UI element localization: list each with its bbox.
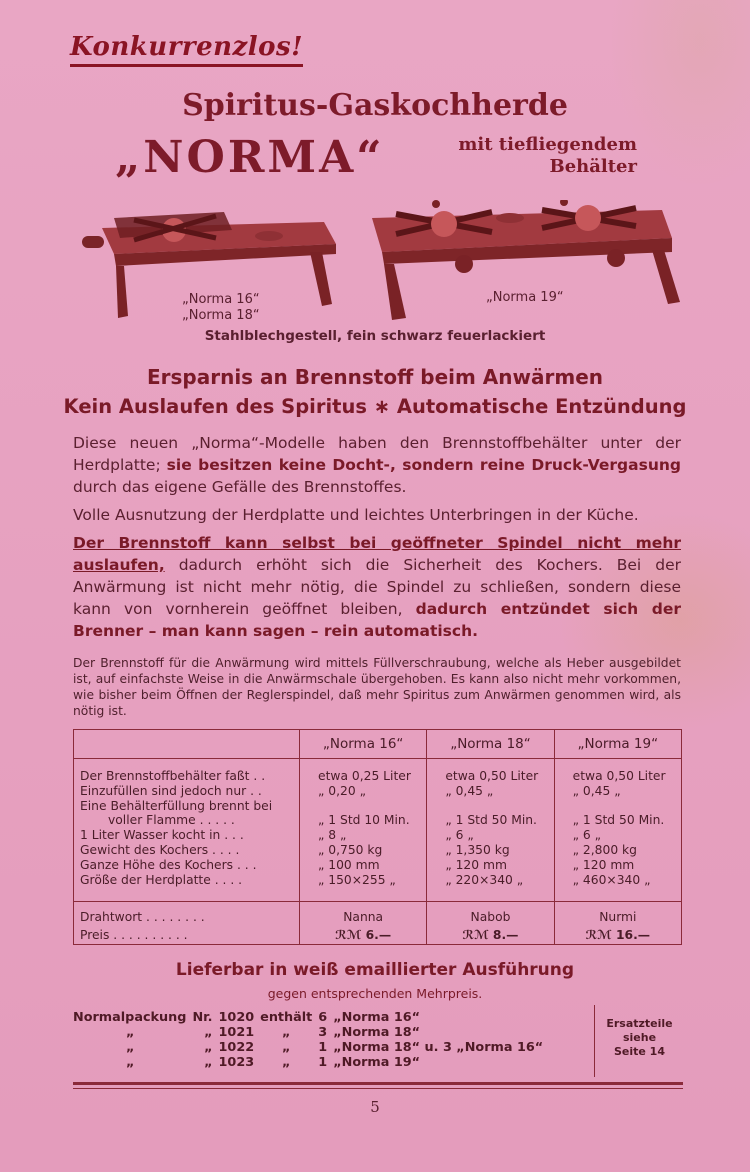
spec-values-norma-19 (554, 759, 681, 902)
spec-values-norma-16 (300, 759, 427, 902)
paragraph-1-a: Diese neuen „Norma“-Modelle haben den Brennstoffbehälter unter der Herdplatte; (73, 434, 681, 474)
drahtwort-norma-19: Nurmi (599, 910, 637, 924)
caption-norma-16: „Norma 16“ (182, 292, 260, 307)
packing-ditto: „ (126, 1040, 135, 1055)
packing-a: „ (204, 1025, 213, 1040)
paragraph-1-b: sie besitzen keine Docht-, sondern reine Druck-Vergasung (166, 456, 681, 474)
paragraph-1-c: durch das eigene Gefälle des Brennstoffes. (73, 478, 407, 496)
title-line-1: Spiritus-Gaskochherde (182, 88, 568, 123)
spec-label: Ganze Höhe des Kochers . . . (80, 857, 257, 872)
spec-value: „ 2,800 kg (572, 842, 637, 857)
drahtwort-norma-18: Nabob (470, 910, 511, 924)
price-norma-19 (554, 902, 681, 945)
paragraph-3-c: dadurch entzündet sich der Brenner – man kann sagen – rein automatisch. (73, 600, 681, 640)
spare-parts-line-3: Seite 14 (613, 1045, 665, 1058)
spec-value: „ 0,20 „ (318, 783, 366, 798)
spec-value: „ 1 Std 10 Min. (318, 813, 410, 828)
packing-row (70, 1025, 546, 1040)
spec-label: voller Flamme . . . . . (108, 813, 235, 828)
packing-desc: „Norma 19“ (333, 1055, 421, 1070)
headline-2: Kein Auslaufen des Spiritus ∗ Automatische Entzündung (63, 395, 687, 418)
spec-value: etwa 0,50 Liter (572, 769, 666, 783)
page-number: 5 (370, 1098, 380, 1116)
spec-table (73, 729, 682, 945)
drahtwort-label: Drahtwort . . . . . . . . (80, 910, 205, 924)
spec-value: „ 0,45 „ (572, 783, 621, 798)
preis-norma-18: ℛℳ 8.— (462, 928, 519, 942)
spec-label: Gewicht des Kochers . . . . (80, 842, 240, 857)
packing-desc: „Norma 18“ u. 3 „Norma 16“ (333, 1040, 544, 1055)
paragraph-1 (73, 432, 681, 498)
packing-qty: 1 (318, 1055, 328, 1070)
spec-header-norma-19: „Norma 19“ (554, 730, 681, 759)
spec-header-row (74, 730, 682, 759)
packing-b: „ (282, 1055, 291, 1070)
packing-table (70, 1010, 546, 1070)
spec-value: „ 120 mm (572, 857, 635, 872)
paragraph-3 (73, 532, 681, 642)
spec-values-row (74, 759, 682, 902)
spec-value: „ 8 „ (318, 828, 347, 843)
spec-label: 1 Liter Wasser kocht in . . . (80, 828, 244, 843)
packing-nr: 1023 (218, 1055, 255, 1070)
spec-value (573, 799, 675, 814)
packing-b: „ (282, 1025, 291, 1040)
spec-value: „ 1 Std 50 Min. (572, 813, 665, 828)
tagline: Konkurrenzlos! (70, 32, 303, 67)
drahtwort-norma-16: Nanna (343, 910, 384, 924)
spec-value: „ 6 „ (572, 828, 602, 843)
packing-row (70, 1055, 546, 1070)
spec-label: Einzufüllen sind jedoch nur . . (80, 783, 262, 798)
paragraph-2: Volle Ausnutzung der Herdplatte und leichtes Unterbringen in der Küche. (73, 506, 639, 524)
packing-qty: 6 (318, 1010, 328, 1025)
spec-header-norma-16: „Norma 16“ (300, 730, 427, 759)
spec-value: etwa 0,25 Liter (318, 769, 411, 783)
preis-norma-19: ℛℳ 16.— (585, 928, 651, 942)
spec-header-empty (74, 730, 300, 759)
spec-label: Der Brennstoffbehälter faßt . . (80, 769, 266, 783)
delivery-line-1: Lieferbar in weiß emaillierter Ausführung (175, 960, 575, 980)
spec-value: etwa 0,50 Liter (445, 769, 539, 783)
price-norma-16 (300, 902, 427, 945)
packing-qty: 3 (318, 1025, 328, 1040)
title-suffix-line-1: mit tiefliegendem (458, 134, 637, 155)
title-suffix (437, 134, 637, 178)
spec-value: „ 1 Std 50 Min. (445, 813, 537, 828)
spec-price-row (74, 902, 682, 945)
packing-b: enthält (260, 1010, 313, 1025)
spare-parts-line-2: siehe (622, 1031, 657, 1044)
spec-value: „ 0,750 kg (318, 842, 383, 857)
packing-b: „ (282, 1040, 291, 1055)
spec-label: Eine Behälterfüllung brennt bei (80, 798, 273, 813)
finish-caption: Stahlblechgestell, fein schwarz feuerlackiert (204, 328, 546, 344)
headline-1: Ersparnis an Brennstoff beim Anwärmen (146, 365, 603, 389)
packing-desc: „Norma 18“ (333, 1025, 421, 1040)
packing-nr: 1022 (218, 1040, 255, 1055)
spec-value (318, 799, 420, 814)
price-labels (74, 902, 300, 945)
spec-value: „ 1,350 kg (445, 842, 510, 857)
spec-value: „ 0,45 „ (445, 783, 494, 798)
spare-parts-note (594, 1005, 684, 1077)
paragraph-3-a: Der Brennstoff kann selbst bei geöffneter Spindel nicht mehr auslaufen, (73, 534, 681, 574)
packing-row (70, 1010, 546, 1025)
spec-value: „ 6 „ (445, 828, 474, 843)
spec-value: „ 120 mm (445, 857, 507, 872)
spec-value: „ 460×340 „ (572, 872, 651, 887)
packing-a: „ (204, 1055, 213, 1070)
spec-label: Größe der Herdplatte . . . . (80, 872, 243, 887)
spec-value (445, 799, 547, 814)
packing-desc: „Norma 16“ (333, 1010, 421, 1025)
packing-a: Nr. (192, 1010, 213, 1025)
title-suffix-line-2: Behälter (549, 156, 637, 177)
paragraph-3-b: dadurch erhöht sich die Sicherheit des Kochers. Bei der Anwärmung ist nicht mehr nötig, die Spindel zu schließen, sondern diese kann von vornherein geöffnet bleiben, (73, 556, 681, 618)
packing-ditto: „ (126, 1055, 135, 1070)
price-norma-18 (427, 902, 554, 945)
packing-ditto: „ (126, 1025, 135, 1040)
spec-value: „ 150×255 „ (318, 872, 396, 887)
stove-large-illustration (366, 200, 684, 325)
caption-norma-19: „Norma 19“ (486, 290, 564, 305)
preis-norma-16: ℛℳ 6.— (335, 928, 392, 942)
packing-label: Normalpackung (73, 1010, 187, 1025)
packing-nr: 1021 (218, 1025, 255, 1040)
packing-qty: 1 (318, 1040, 328, 1055)
packing-row (70, 1040, 546, 1055)
spare-parts-line-1: Ersatzteile (606, 1017, 673, 1030)
packing-nr: 1020 (218, 1010, 255, 1025)
spec-value: „ 100 mm (318, 857, 380, 872)
bottom-rule (73, 1082, 683, 1089)
preis-label: Preis . . . . . . . . . . (80, 928, 188, 942)
paragraph-4: Der Brennstoff für die Anwärmung wird mittels Füllverschraubung, welche als Heber ausgebildet ist, auf einfachste Weise in die Anwärmschale übergehoben. Es kann also nicht mehr vorkommen, wie bisher beim Öffnen der Reglerspindel, daß mehr Spiritus zum Anwärmen genommen wird, als nötig ist. (73, 656, 681, 718)
spec-values-norma-18 (427, 759, 554, 902)
packing-a: „ (204, 1040, 213, 1055)
delivery-line-2: gegen entsprechenden Mehrpreis. (267, 986, 483, 1001)
spec-labels (74, 759, 300, 902)
spec-header-norma-18: „Norma 18“ (427, 730, 554, 759)
caption-norma-18: „Norma 18“ (182, 308, 260, 323)
spec-value: „ 220×340 „ (445, 872, 524, 887)
brand-title: „NORMA“ (115, 132, 385, 183)
